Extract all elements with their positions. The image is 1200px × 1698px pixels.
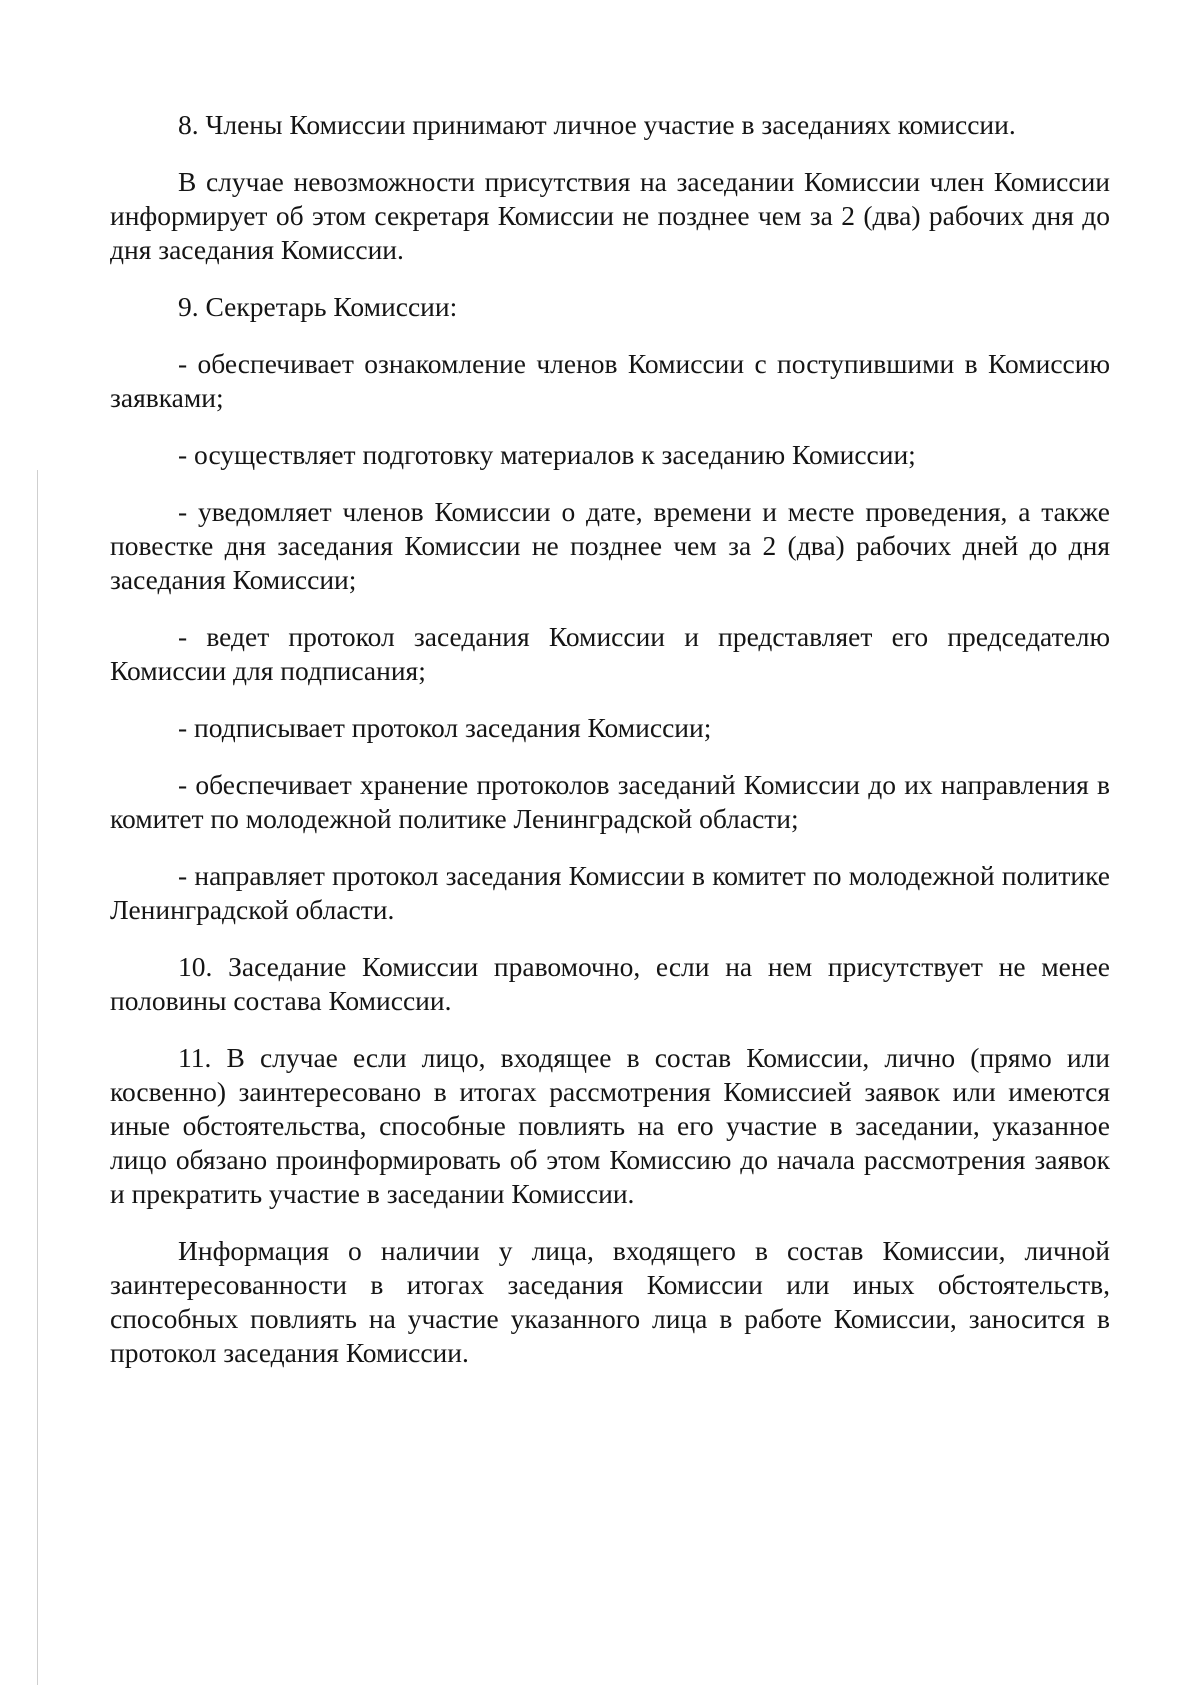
paragraph-11-conflict-of-interest: 11. В случае если лицо, входящее в состав Комиссии, лично (прямо или косвенно) заинтересовано в итогах рассмотрения Комиссией заявок или имеются иные обстоятельства, способные повлиять на его участие в заседании, указанное лицо обязано проинформировать об этом Комиссию до начала рассмотрения заявок и прекратить участие в заседании Комиссии. xyxy=(110,1042,1110,1209)
secretary-duty-store-minutes: - обеспечивает хранение протоколов заседаний Комиссии до их направления в комитет по молодежной политике Ленинградской области; xyxy=(110,769,1110,834)
secretary-duty-send-minutes: - направляет протокол заседания Комиссии в комитет по молодежной политике Ленинградской области. xyxy=(110,860,1110,925)
secretary-duty-familiarize: - обеспечивает ознакомление членов Комиссии с поступившими в Комиссию заявками; xyxy=(110,348,1110,413)
secretary-duty-notify-members: - уведомляет членов Комиссии о дате, времени и месте проведения, а также повестке дня заседания Комиссии не позднее чем за 2 (два) рабочих дней до дня заседания Комиссии; xyxy=(110,496,1110,595)
document-body xyxy=(110,108,1110,1370)
scan-edge-line xyxy=(37,470,38,1685)
secretary-duty-sign-minutes: - подписывает протокол заседания Комиссии; xyxy=(178,712,712,743)
paragraph-8-members-participation: 8. Члены Комиссии принимают личное участие в заседаниях комиссии. xyxy=(178,109,1016,140)
paragraph-absence-notice: В случае невозможности присутствия на заседании Комиссии член Комиссии информирует об этом секретаря Комиссии не позднее чем за 2 (два) рабочих дня до дня заседания Комиссии. xyxy=(110,166,1110,265)
paragraph-interest-record: Информация о наличии у лица, входящего в состав Комиссии, личной заинтересованности в итогах заседания Комиссии или иных обстоятельств, способных повлиять на участие указанного лица в работе Комиссии, заносится в протокол заседания Комиссии. xyxy=(110,1235,1110,1368)
paragraph-9-secretary-heading: 9. Секретарь Комиссии: xyxy=(178,291,458,322)
secretary-duty-prepare-materials: - осуществляет подготовку материалов к заседанию Комиссии; xyxy=(178,439,916,470)
paragraph-10-quorum: 10. Заседание Комиссии правомочно, если на нем присутствует не менее половины состава Комиссии. xyxy=(110,951,1110,1016)
secretary-duty-keep-minutes: - ведет протокол заседания Комиссии и представляет его председателю Комиссии для подписания; xyxy=(110,621,1110,686)
